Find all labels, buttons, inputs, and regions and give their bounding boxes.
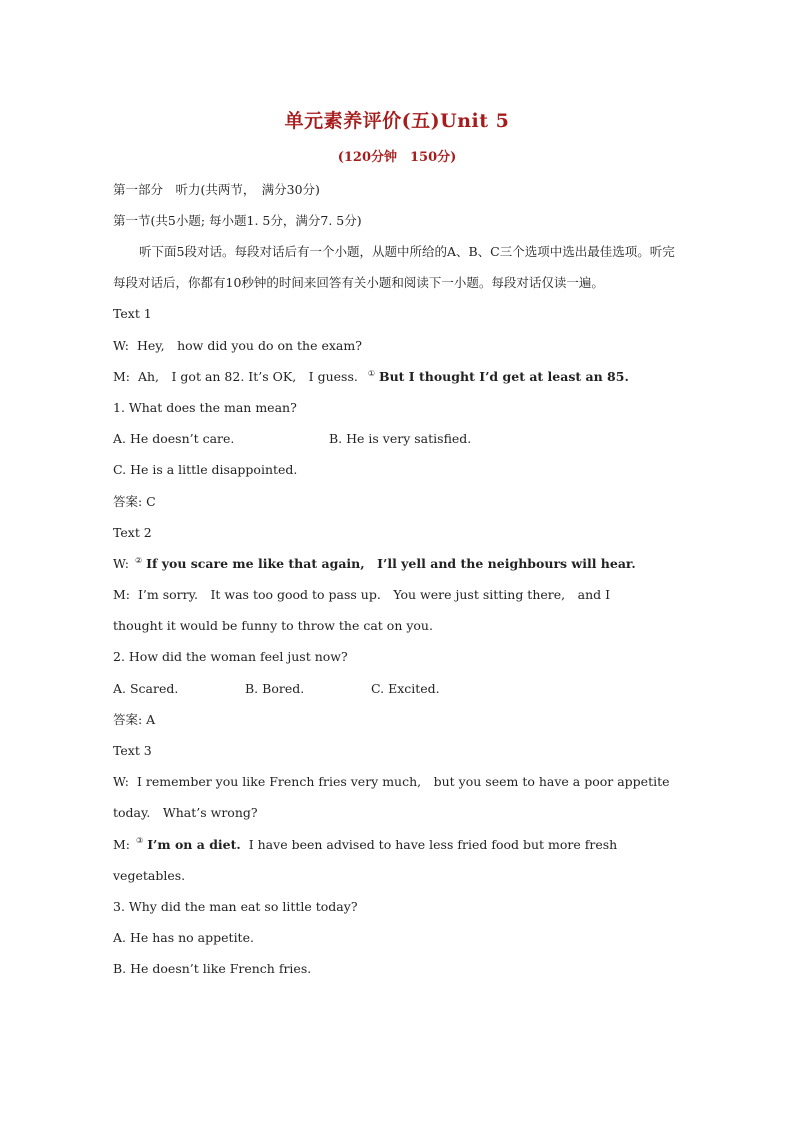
dialogue-text: I have been advised to have less fried food but more fresh [248, 836, 618, 852]
page-subtitle: (120分钟 150分) [337, 150, 457, 165]
speaker-w: W: [113, 337, 129, 353]
key-sentence: If you scare me like that again, I’ll yell and the neighbours will hear. [146, 555, 636, 571]
text1-label: Text 1 [113, 306, 152, 322]
dialogue-text: I’m sorry. It was too good to pass up. You were just sitting there, and I [137, 587, 611, 603]
dialogue-text: Ah, I got an 82. It’s OK, I guess. [137, 368, 358, 384]
option-c: C. Excited. [371, 680, 440, 696]
question-1-options-ab [113, 423, 683, 454]
text3-man-line-1 [113, 829, 683, 860]
speaker-w: W: [113, 555, 129, 571]
option-a: A. He has no appetite. [113, 930, 254, 946]
circled-number-marker: ① [367, 368, 375, 378]
text2-label: Text 2 [113, 524, 152, 540]
page-title: 单元素养评价(五)Unit 5 [284, 110, 510, 132]
option-c: C. He is a little disappointed. [113, 462, 298, 478]
text3-woman-line-1 [113, 766, 683, 797]
speaker-w: W: [113, 774, 129, 790]
text3-man-line-2: vegetables. [113, 867, 186, 883]
instructions-paragraph: 听下面5段对话。每段对话后有一个小题，从题中所给的A、B、C三个选项中选出最佳选项。听完每段对话后，你都有10秒钟的时间来回答有关小题和阅读下一小题。每段对话仅读一遍。 [113, 244, 675, 291]
question-1: 1. What does the man mean? [113, 399, 297, 415]
text3-woman-line-2: today. What’s wrong? [113, 805, 258, 821]
speaker-m: M: [113, 368, 131, 384]
answer-1: 答案: C [113, 493, 156, 509]
option-a: A. Scared. [113, 680, 179, 696]
part1-heading: 第一部分 听力(共两节， 满分30分) [113, 182, 320, 197]
option-b: B. Bored. [245, 680, 305, 696]
question-3: 3. Why did the man eat so little today? [113, 898, 358, 914]
key-sentence: I’m on a diet. [147, 836, 241, 852]
speaker-m: M: [113, 836, 131, 852]
section1-heading: 第一节(共5小题; 每小题1. 5分，满分7. 5分) [113, 213, 362, 229]
option-b: B. He is very satisfied. [329, 431, 472, 447]
key-sentence: But I thought I’d get at least an 85. [379, 368, 629, 384]
text2-woman-line [113, 548, 683, 579]
text2-man-line-2: thought it would be funny to throw the cat on you. [113, 618, 433, 634]
dialogue-text: I remember you like French fries very much, but you seem to have a poor appetite [136, 774, 670, 790]
document-body [113, 174, 683, 985]
speaker-m: M: [113, 587, 131, 603]
text1-woman-line [113, 330, 683, 361]
circled-number-marker: ③ [136, 836, 144, 846]
text1-man-line [113, 361, 683, 392]
text3-label: Text 3 [113, 743, 152, 758]
text2-man-line-1 [113, 579, 683, 610]
dialogue-text: Hey, how did you do on the exam? [136, 337, 362, 353]
answer-2: 答案: A [113, 711, 156, 727]
circled-number-marker: ② [134, 555, 143, 565]
question-2: 2. How did the woman feel just now? [113, 649, 348, 665]
option-b: B. He doesn’t like French fries. [113, 961, 312, 977]
question-2-options [113, 673, 683, 704]
option-a: A. He doesn’t care. [113, 431, 235, 447]
